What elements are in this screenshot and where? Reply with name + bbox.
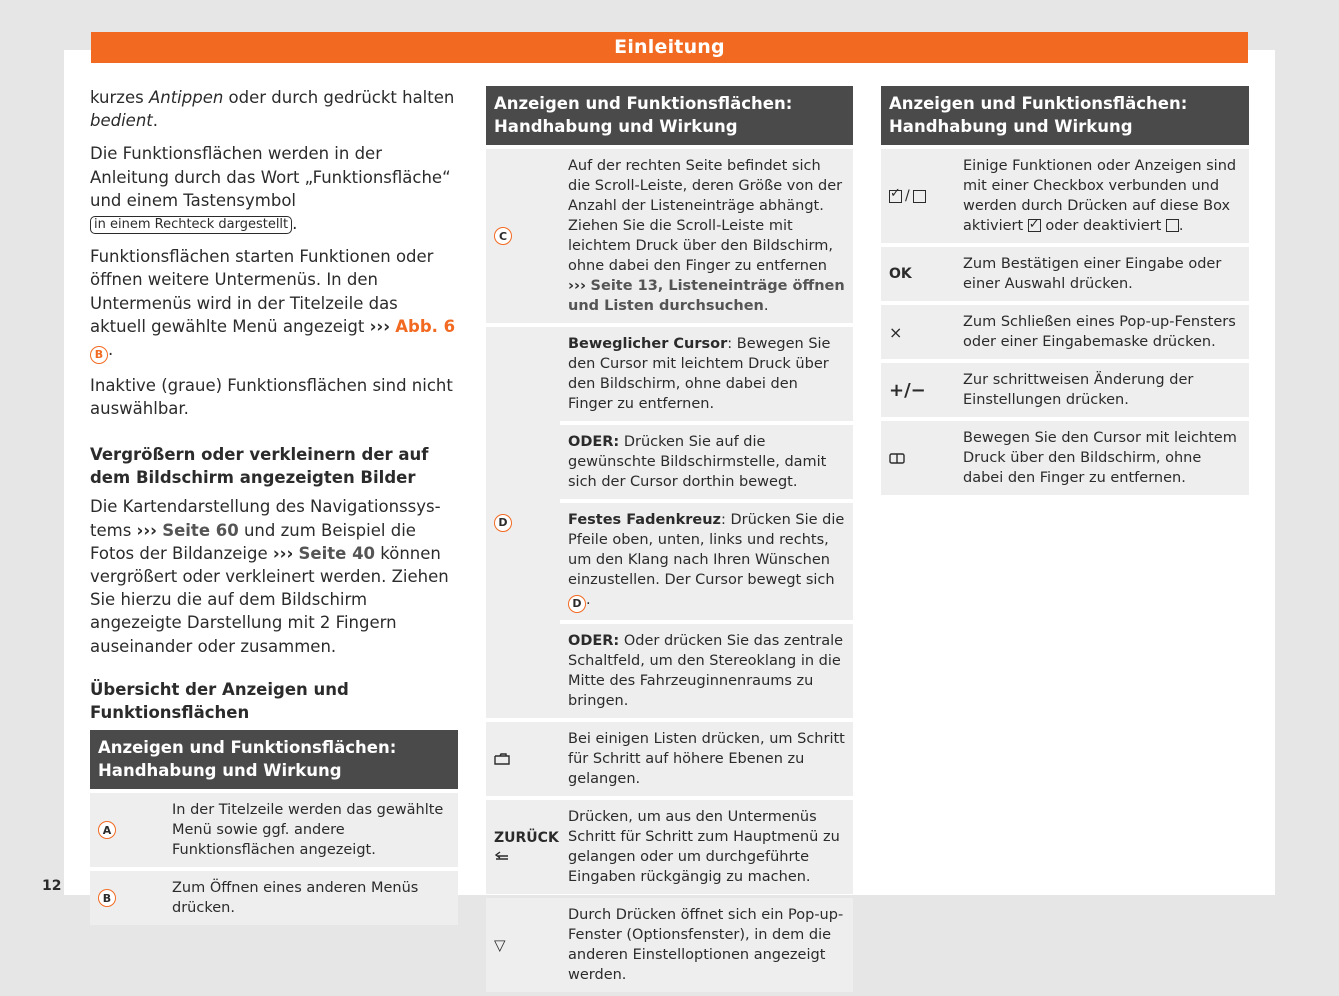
table-header: Anzeigen und Funktionsflächen: Handhabung und Wirkung: [486, 86, 853, 145]
folder-up-icon: [494, 753, 510, 765]
section-heading: Übersicht der Anzeigen und Funktionsflächen: [90, 679, 349, 723]
row-key: [486, 800, 560, 894]
paragraph: kurzes Antippen oder durch gedrückt halten bedient.: [90, 88, 455, 131]
table-row: [90, 871, 458, 925]
checkbox-empty-icon: [913, 190, 926, 203]
row-key: [486, 722, 560, 796]
row-description: Zur schrittweisen Änderung der Einstellungen drücken.: [955, 363, 1249, 417]
column-right: [881, 86, 1249, 499]
table-row: [881, 149, 1249, 243]
page-reference-link[interactable]: Seite 60: [162, 520, 239, 540]
row-key: [90, 793, 164, 867]
function-table: [90, 730, 458, 925]
page-number: 12: [42, 878, 62, 894]
paragraph: Die Kartendarstellung des Navigationssystems ››› Seite 60 und zum Beispiel die Fotos der Bildanzeige ››› Seite 40 können vergrößert oder verkleinert werden. Ziehen Sie hierzu die auf dem Bildschirm angezeigte Darstellung mit 2 Fingern auseinander oder zusammen.: [90, 497, 449, 656]
page-reference-link[interactable]: Seite 40: [298, 543, 376, 563]
paragraph: Inaktive (graue) Funktionsflächen sind nicht auswählbar.: [90, 375, 453, 418]
row-description: Bewegen Sie den Cursor mit leichtem Druck über den Bildschirm, ohne dabei den Finger zu entfernen.: [955, 421, 1249, 495]
plus-minus-icon: +/−: [889, 379, 926, 401]
table-row: [881, 421, 1249, 495]
row-key: [486, 149, 560, 323]
table-row: [486, 149, 853, 323]
row-description: Drücken, um aus den Untermenüs Schritt für Schritt zum Hauptmenü zu gelangen oder um durchgeführte Eingaben rückgängig zu machen.: [560, 800, 853, 894]
table-header: Anzeigen und Funktionsflächen: Handhabung und Wirkung: [881, 86, 1249, 145]
row-description: Zum Öffnen eines anderen Menüs drücken.: [164, 871, 458, 925]
callout-circle: B: [98, 889, 116, 907]
row-description: Zum Schließen eines Pop-up-Fensters oder einer Eingabemaske drücken.: [955, 305, 1249, 359]
row-key: [881, 421, 955, 495]
table-row: [881, 305, 1249, 359]
figure-reference-link[interactable]: Abb. 6: [395, 316, 456, 336]
close-icon: ×: [889, 322, 903, 342]
callout-circle: C: [494, 227, 512, 245]
table-row: [881, 363, 1249, 417]
checkbox-checked-icon: [889, 190, 902, 203]
table-row: [881, 247, 1249, 301]
back-label: ZURÜCK: [494, 830, 559, 846]
row-description: Auf der rechten Seite befindet sich die Scroll-Leiste, deren Größe von der Anzahl der Listeneinträge abhängt. Ziehen Sie die Scroll-Leiste mit leichtem Druck über den Bildschirm, ohne dabei den Finger zu entfernen ››› Seite 13, Listeneinträge öffnen und Listen durchsuchen.: [560, 149, 853, 323]
function-table: [881, 86, 1249, 495]
row-description: [560, 327, 853, 718]
chapter-header: Einleitung: [91, 32, 1248, 63]
callout-circle: A: [98, 821, 116, 839]
paragraph: Die Funktionsflächen werden in der Anleitung durch das Wort „Funktionsfläche“ und einem Tastensymbol in einem Rechteck dargestellt .: [90, 144, 451, 234]
row-key: [90, 871, 164, 925]
row-description: In der Titelzeile werden das gewählte Menü sowie ggf. andere Funktionsflächen angezeigt.: [164, 793, 458, 867]
function-table: [486, 86, 853, 992]
callout-circle: D: [568, 595, 586, 613]
row-description: Durch Drücken öffnet sich ein Pop-up-Fenster (Optionsfenster), in dem die anderen Einstelloptionen angezeigt werden.: [560, 898, 853, 992]
callout-circle: D: [494, 514, 512, 532]
page-reference-link[interactable]: Seite 13, Listeneinträge öffnen und Listen durchsuchen: [568, 278, 845, 314]
table-row: [486, 722, 853, 796]
table-row: [486, 898, 853, 992]
ok-label: OK: [889, 266, 912, 282]
section-heading: Vergrößern oder verkleinern der auf dem Bildschirm angezeigten Bilder: [90, 445, 429, 488]
sub-description: Beweglicher Cursor: Bewegen Sie den Cursor mit leichtem Druck über den Bildschirm, ohne dabei den Finger zu entfernen.: [568, 336, 831, 412]
table-row: [486, 800, 853, 894]
dropdown-triangle-icon: ▽: [494, 936, 506, 954]
row-key: ✓ /: [881, 149, 955, 243]
boxed-example: in einem Rechteck dargestellt: [90, 216, 292, 234]
back-arrow-icon: [494, 848, 510, 864]
sub-description: ODER: Oder drücken Sie das zentrale Schaltfeld, um den Stereoklang in die Mitte des Fahrzeuginnenraums zu bringen.: [560, 620, 853, 718]
row-description: Zum Bestätigen einer Eingabe oder einer Auswahl drücken.: [955, 247, 1249, 301]
table-row: [486, 327, 853, 718]
column-left: [90, 86, 458, 929]
sub-description: Festes Fadenkreuz: Drücken Sie die Pfeile oben, unten, links und rechts, um den Klang nach Ihren Wünschen einzustellen. Der Cursor bewegt sich D .: [560, 499, 853, 620]
row-description: Bei einigen Listen drücken, um Schritt für Schritt auf höhere Ebenen zu gelangen.: [560, 722, 853, 796]
checkbox-checked-icon: [1028, 219, 1041, 232]
row-description: Einige Funktionen oder Anzeigen sind mit einer Checkbox verbunden und werden durch Drücken auf diese Box aktiviert ✓ oder deaktiviert .: [955, 149, 1249, 243]
checkbox-empty-icon: [1166, 219, 1179, 232]
row-key: [486, 327, 560, 718]
table-header: Anzeigen und Funktionsflächen: Handhabung und Wirkung: [90, 730, 458, 789]
table-row: [90, 793, 458, 867]
sub-description: ODER: Drücken Sie auf die gewünschte Bildschirmstelle, damit sich der Cursor dorthin bewegt.: [560, 421, 853, 499]
callout-circle: B: [90, 346, 108, 364]
column-middle: [486, 86, 853, 996]
paragraph: Funktionsflächen starten Funktionen oder öffnen weitere Untermenüs. In den Untermenüs wird in der Titelzeile das aktuell gewählte Menü angezeigt ››› Abb. 6 B .: [90, 245, 458, 363]
cursor-pad-icon: [889, 453, 905, 464]
